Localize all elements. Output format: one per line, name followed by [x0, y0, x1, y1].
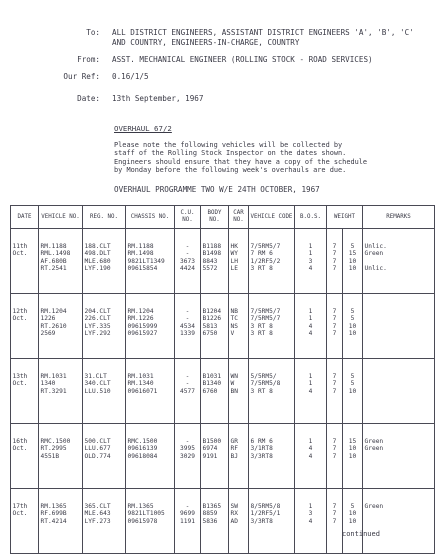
- table-body: [11, 229, 435, 554]
- weight-sub-cell-line: 10: [348, 264, 357, 272]
- cu-cell-line: -: [185, 250, 190, 258]
- bos-cell: [295, 489, 327, 554]
- body-cell: [201, 294, 229, 359]
- chassis-cell: [126, 489, 175, 554]
- car-cell-line: HK: [230, 243, 238, 250]
- weight-cell-line: 7: [332, 452, 337, 460]
- chassis-cell-line: RM.1204: [127, 308, 154, 315]
- weight-sub-cell-line: 5: [350, 315, 355, 323]
- table-row: [11, 424, 435, 489]
- reg-cell-line: 204.CLT: [84, 308, 111, 315]
- car-cell-line: GR: [230, 438, 238, 445]
- remarks-cell-line: Unlic.: [364, 243, 387, 250]
- remarks-cell-line: [365, 373, 433, 380]
- chassis-cell-line: RM.1498: [127, 250, 154, 258]
- chassis-cell-line: RMC.1500: [127, 438, 158, 445]
- remarks-cell: [363, 229, 435, 294]
- cu-cell: [175, 359, 201, 424]
- code-cell: [249, 229, 295, 294]
- weight-cell-line: 7: [332, 438, 337, 445]
- reg-cell: [83, 294, 126, 359]
- vehicle-cell: [39, 229, 83, 294]
- weight-cell: [327, 424, 343, 489]
- chassis-cell-line: 09616071: [127, 387, 158, 395]
- chassis-cell-line: 09615927: [127, 329, 158, 337]
- weight-sub-cell-line: 5: [350, 308, 355, 315]
- cu-cell: [175, 294, 201, 359]
- vehicle-cell-line: RT.4214: [40, 517, 67, 525]
- chassis-cell-line: 09615854: [127, 264, 158, 272]
- remarks-cell: [363, 489, 435, 554]
- car-cell-line: BJ: [230, 452, 238, 460]
- col-header-code: VEHICLE CODE: [249, 206, 295, 229]
- col-header-vehicle: VEHICLE NO.: [39, 206, 83, 229]
- bos-cell-line: 1: [308, 503, 313, 510]
- vehicle-cell-line: RT.3291: [40, 387, 67, 395]
- date-cell-line: 17th: [12, 503, 28, 510]
- body-cell: [201, 359, 229, 424]
- code-cell-line: 3/1RT8: [250, 445, 273, 453]
- overhaul-schedule-table: [10, 205, 435, 554]
- weight-sub-cell: [343, 489, 363, 554]
- vehicle-cell-line: 1340: [40, 380, 56, 388]
- bos-cell-line: 4: [308, 322, 313, 330]
- weight-cell-line: 7: [332, 257, 337, 265]
- date-cell: [11, 424, 39, 489]
- remarks-cell-line: Unlic.: [364, 264, 387, 272]
- car-cell-line: AD: [230, 517, 238, 525]
- chassis-cell-line: RM.1365: [127, 503, 154, 510]
- weight-sub-cell-line: 5: [350, 373, 355, 380]
- table-row: [11, 229, 435, 294]
- reg-cell: [83, 359, 126, 424]
- ref-label: Our Ref:: [63, 72, 100, 81]
- remarks-cell-line: [365, 323, 433, 330]
- code-cell-line: 3 RT 8: [250, 322, 273, 330]
- cu-cell-line: -: [185, 243, 190, 250]
- weight-sub-cell-line: 10: [348, 510, 357, 518]
- body-cell-line: 5813: [202, 322, 218, 330]
- reg-cell-line: LLU.510: [84, 387, 111, 395]
- date-cell-line: Oct.: [12, 510, 28, 518]
- vehicle-cell-line: 2569: [40, 329, 56, 337]
- remarks-cell-line: Green: [364, 503, 384, 510]
- reg-cell: [83, 229, 126, 294]
- date-cell: [11, 294, 39, 359]
- code-cell-line: 7 RM 6: [250, 250, 273, 258]
- car-cell-line: WN: [230, 373, 238, 380]
- cu-cell-line: -: [185, 373, 190, 380]
- reg-cell-line: 340.CLT: [84, 380, 111, 388]
- table-header-row: [11, 206, 435, 229]
- car-cell-line: LH: [230, 257, 238, 265]
- code-cell-line: 3 RT 8: [250, 329, 273, 337]
- cu-cell-line: 3029: [180, 452, 195, 460]
- code-cell-line: 7/5RM5/7: [250, 308, 281, 315]
- weight-cell-line: 7: [332, 445, 337, 453]
- reg-cell-line: LLU.677: [84, 445, 111, 453]
- body-cell-line: B1500: [202, 438, 222, 445]
- reg-cell-line: LYF.292: [84, 329, 111, 337]
- date-cell: [11, 489, 39, 554]
- vehicle-cell-line: RT.2995: [40, 445, 67, 453]
- cu-cell-line: 4577: [180, 387, 195, 395]
- remarks-cell-line: [365, 510, 433, 517]
- body-cell-line: B1188: [202, 243, 222, 250]
- weight-sub-cell-line: 10: [348, 517, 357, 525]
- vehicle-cell-line: AF.680B: [40, 257, 67, 265]
- vehicle-cell-line: 4551B: [40, 452, 60, 460]
- vehicle-cell-line: RM.1204: [40, 308, 67, 315]
- body-cell-line: B1340: [202, 380, 222, 388]
- chassis-cell: [126, 294, 175, 359]
- code-cell: [249, 424, 295, 489]
- chassis-cell-line: 09616139: [127, 445, 158, 453]
- car-cell: [229, 359, 249, 424]
- reg-cell-line: 500.CLT: [84, 438, 111, 445]
- bos-cell-line: 1: [308, 438, 313, 445]
- vehicle-cell-line: RT.2610: [40, 322, 67, 330]
- car-cell-line: WY: [230, 250, 238, 258]
- col-header-body: BODY NO.: [201, 206, 229, 229]
- weight-cell-line: 7: [332, 264, 337, 272]
- bos-cell: [295, 229, 327, 294]
- code-cell: [249, 294, 295, 359]
- from-label: From:: [77, 55, 100, 64]
- chassis-cell-line: RM.1188: [127, 243, 154, 250]
- code-cell-line: 3 RT 8: [250, 264, 273, 272]
- reg-cell-line: 365.CLT: [84, 503, 111, 510]
- weight-sub-cell-line: 10: [348, 445, 357, 453]
- body-cell: [201, 489, 229, 554]
- body-cell-line: B1031: [202, 373, 222, 380]
- col-header-remarks: REMARKS: [363, 206, 435, 229]
- ref-value: 0.16/1/5: [112, 72, 149, 81]
- to-line-2: AND COUNTRY, ENGINEERS-IN-CHARGE, COUNTRY: [112, 38, 300, 47]
- code-cell-line: 8/5RM5/8: [250, 503, 281, 510]
- body-cell-line: 6750: [202, 329, 218, 337]
- weight-sub-cell-line: 5: [350, 243, 355, 250]
- body-cell-line: 8843: [202, 257, 218, 265]
- reg-cell-line: 31.CLT: [84, 373, 107, 380]
- code-cell: [249, 489, 295, 554]
- cu-cell-line: -: [185, 308, 190, 315]
- date-label: Date:: [77, 94, 100, 103]
- col-header-cu: C.U. NO.: [175, 206, 201, 229]
- weight-sub-cell-line: 10: [348, 329, 357, 337]
- cu-cell: [175, 489, 201, 554]
- reg-cell: [83, 489, 126, 554]
- remarks-cell-line: Green: [364, 438, 384, 445]
- body-cell: [201, 229, 229, 294]
- reg-cell: [83, 424, 126, 489]
- weight-cell-line: 7: [332, 329, 337, 337]
- cu-cell-line: 3673: [180, 257, 195, 265]
- body-cell-line: 6760: [202, 387, 218, 395]
- chassis-cell-line: 9821LT1005: [127, 510, 165, 518]
- car-cell-line: TC: [230, 315, 238, 323]
- bos-cell-line: 4: [308, 329, 313, 337]
- bos-cell-line: 1: [308, 243, 313, 250]
- code-cell-line: 3/3RT8: [250, 517, 273, 525]
- car-cell: [229, 424, 249, 489]
- code-cell: [249, 359, 295, 424]
- body-cell-line: 8859: [202, 510, 218, 518]
- chassis-cell: [126, 229, 175, 294]
- vehicle-cell-line: 1226: [40, 315, 56, 323]
- car-cell-line: LE: [230, 264, 238, 272]
- cu-cell-line: 4424: [180, 264, 195, 272]
- bos-cell-line: 3: [308, 257, 313, 265]
- cu-cell-line: 9699: [180, 510, 195, 518]
- cu-cell-line: -: [185, 438, 190, 445]
- weight-cell-line: 7: [332, 503, 337, 510]
- weight-cell-line: 7: [332, 373, 337, 380]
- weight-cell: [327, 359, 343, 424]
- reg-cell-line: LYF.335: [84, 322, 111, 330]
- bos-cell-line: 1: [308, 250, 313, 258]
- vehicle-cell: [39, 294, 83, 359]
- date-cell: [11, 359, 39, 424]
- weight-cell-line: 7: [332, 315, 337, 323]
- date-cell-line: 13th: [12, 373, 28, 380]
- remarks-cell: [363, 424, 435, 489]
- col-header-date: DATE: [11, 206, 39, 229]
- col-header-weight: WEIGHT: [327, 206, 363, 229]
- to-line-1: ALL DISTRICT ENGINEERS, ASSISTANT DISTRICT ENGINEERS 'A', 'B', 'C': [112, 28, 414, 37]
- weight-sub-cell-line: 5: [350, 380, 355, 388]
- cu-cell-line: 4534: [180, 322, 195, 330]
- table-row: [11, 359, 435, 424]
- weight-cell-line: 7: [332, 243, 337, 250]
- code-cell-line: 3 RT 8: [250, 387, 273, 395]
- bos-cell-line: 1: [308, 373, 313, 380]
- continued-note: continued: [342, 530, 380, 538]
- remarks-cell-line: Green: [364, 250, 384, 258]
- weight-sub-cell-line: 15: [348, 250, 357, 258]
- code-cell-line: 7/5RM5/7: [250, 315, 281, 323]
- car-cell-line: V: [230, 329, 235, 337]
- remarks-cell-line: Green: [364, 445, 384, 453]
- weight-cell-line: 7: [332, 322, 337, 330]
- col-header-bos: B.O.S.: [295, 206, 327, 229]
- weight-sub-cell-line: 10: [348, 452, 357, 460]
- intro-paragraph: Please note the following vehicles will be collected by staff of the Rolling Stock Inspector on the dates shown. Engineers should ensure that they have a copy of the schedule by Monday before the following week's overhauls are due.: [114, 141, 368, 175]
- bos-cell-line: 4: [308, 387, 313, 395]
- body-cell-line: 5836: [202, 517, 218, 525]
- vehicle-cell-line: RF.699B: [40, 510, 67, 518]
- body-cell-line: B1365: [202, 503, 222, 510]
- weight-cell: [327, 294, 343, 359]
- body-cell-line: 5572: [202, 264, 218, 272]
- car-cell-line: RX: [230, 510, 238, 518]
- reg-cell-line: 498.DLT: [84, 250, 111, 258]
- date-cell-line: Oct.: [12, 380, 28, 388]
- vehicle-cell: [39, 424, 83, 489]
- vehicle-cell-line: RM.1031: [40, 373, 67, 380]
- weight-cell: [327, 489, 343, 554]
- code-cell-line: 1/2RF5/2: [250, 257, 281, 265]
- reg-cell-line: 188.CLT: [84, 243, 111, 250]
- weight-cell-line: 7: [332, 308, 337, 315]
- code-cell-line: 3/3RT8: [250, 452, 273, 460]
- remarks-cell-line: [365, 380, 433, 387]
- chassis-cell-line: 09615999: [127, 322, 158, 330]
- reg-cell-line: LYF.190: [84, 264, 111, 272]
- bos-cell-line: 4: [308, 452, 313, 460]
- car-cell-line: BN: [230, 387, 238, 395]
- reg-cell-line: 226.CLT: [84, 315, 111, 323]
- remarks-cell-line: [365, 453, 433, 460]
- date-cell-line: 11th: [12, 243, 28, 250]
- cu-cell: [175, 229, 201, 294]
- code-cell-line: 1/2RF5/1: [250, 510, 281, 518]
- weight-sub-cell: [343, 359, 363, 424]
- vehicle-cell-line: RML.1498: [40, 250, 71, 258]
- weight-cell-line: 7: [332, 510, 337, 518]
- weight-sub-cell: [343, 229, 363, 294]
- overhaul-reference: OVERHAUL 67/2: [114, 124, 172, 133]
- reg-cell-line: MLE.680: [84, 257, 111, 265]
- body-cell-line: 9191: [202, 452, 218, 460]
- chassis-cell-line: 09615978: [127, 517, 158, 525]
- weight-sub-cell-line: 10: [348, 387, 357, 395]
- car-cell-line: W: [230, 380, 235, 388]
- weight-sub-cell-line: 10: [348, 257, 357, 265]
- remarks-cell-line: [365, 330, 433, 337]
- remarks-cell: [363, 359, 435, 424]
- chassis-cell-line: RM.1031: [127, 373, 154, 380]
- car-cell-line: RF: [230, 445, 238, 453]
- bos-cell-line: 1: [308, 315, 313, 323]
- bos-cell: [295, 294, 327, 359]
- weight-sub-cell-line: 15: [348, 438, 357, 445]
- date-cell-line: Oct.: [12, 315, 28, 323]
- weight-cell-line: 7: [332, 387, 337, 395]
- from-value: ASST. MECHANICAL ENGINEER (ROLLING STOCK - ROAD SERVICES): [112, 55, 373, 64]
- bos-cell-line: 1: [308, 308, 313, 315]
- weight-cell-line: 7: [332, 517, 337, 525]
- weight-sub-cell: [343, 294, 363, 359]
- vehicle-cell-line: RMC.1500: [40, 438, 71, 445]
- col-header-car: CAR NO.: [229, 206, 249, 229]
- weight-sub-cell-line: 10: [348, 322, 357, 330]
- code-cell-line: 6 RM 6: [250, 438, 273, 445]
- reg-cell-line: MLE.643: [84, 510, 111, 518]
- remarks-cell-line: [365, 258, 433, 265]
- weight-sub-cell-line: 5: [350, 503, 355, 510]
- cu-cell-line: 1339: [180, 329, 195, 337]
- body-cell: [201, 424, 229, 489]
- car-cell-line: NB: [230, 308, 238, 315]
- weight-sub-cell: [343, 424, 363, 489]
- remarks-cell: [363, 294, 435, 359]
- bos-cell-line: 1: [308, 380, 313, 388]
- remarks-cell-line: [365, 315, 433, 322]
- body-cell-line: 6974: [202, 445, 218, 453]
- weight-cell-line: 7: [332, 380, 337, 388]
- vehicle-cell-line: RM.1188: [40, 243, 67, 250]
- car-cell: [229, 229, 249, 294]
- weight-cell: [327, 229, 343, 294]
- chassis-cell-line: 09618084: [127, 452, 158, 460]
- cu-cell-line: 1191: [180, 517, 195, 525]
- vehicle-cell: [39, 489, 83, 554]
- chassis-cell: [126, 359, 175, 424]
- code-cell-line: 7/5RM5/7: [250, 243, 281, 250]
- to-label: To:: [86, 28, 100, 37]
- date-value: 13th September, 1967: [112, 94, 204, 103]
- bos-cell-line: 4: [308, 517, 313, 525]
- weight-cell-line: 7: [332, 250, 337, 258]
- car-cell-line: NS: [230, 322, 238, 330]
- code-cell-line: 7/5RM5/8: [250, 380, 281, 388]
- table-row: [11, 489, 435, 554]
- cu-cell: [175, 424, 201, 489]
- remarks-cell-line: [365, 518, 433, 525]
- bos-cell: [295, 359, 327, 424]
- body-cell-line: B1204: [202, 308, 222, 315]
- table-row: [11, 294, 435, 359]
- car-cell-line: SW: [230, 503, 238, 510]
- date-cell-line: Oct.: [12, 250, 28, 258]
- bos-cell-line: 4: [308, 264, 313, 272]
- remarks-cell-line: [365, 388, 433, 395]
- chassis-cell: [126, 424, 175, 489]
- chassis-cell-line: RM.1340: [127, 380, 154, 388]
- col-header-chassis: CHASSIS NO.: [126, 206, 175, 229]
- date-cell-line: 16th: [12, 438, 28, 445]
- bos-cell: [295, 424, 327, 489]
- date-cell: [11, 229, 39, 294]
- col-header-reg: REG. NO.: [83, 206, 126, 229]
- vehicle-cell-line: RT.2541: [40, 264, 67, 272]
- body-cell-line: B1226: [202, 315, 222, 323]
- date-cell-line: 12th: [12, 308, 28, 315]
- date-cell-line: Oct.: [12, 445, 28, 453]
- bos-cell-line: 3: [308, 510, 313, 518]
- chassis-cell-line: 9821LT1349: [127, 257, 165, 265]
- car-cell: [229, 294, 249, 359]
- cu-cell-line: -: [185, 503, 190, 510]
- cu-cell-line: -: [185, 380, 190, 388]
- bos-cell-line: 4: [308, 445, 313, 453]
- code-cell-line: 5/5RM5/: [250, 373, 277, 380]
- reg-cell-line: OLD.774: [84, 452, 111, 460]
- cu-cell-line: -: [185, 315, 190, 323]
- car-cell: [229, 489, 249, 554]
- reg-cell-line: LYF.273: [84, 517, 111, 525]
- programme-title: OVERHAUL PROGRAMME TWO W/E 24TH OCTOBER, 1967: [114, 185, 320, 194]
- body-cell-line: B1498: [202, 250, 222, 258]
- vehicle-cell: [39, 359, 83, 424]
- cu-cell-line: 3995: [180, 445, 195, 453]
- chassis-cell-line: RM.1226: [127, 315, 154, 323]
- remarks-cell-line: [365, 308, 433, 315]
- vehicle-cell-line: RM.1365: [40, 503, 67, 510]
